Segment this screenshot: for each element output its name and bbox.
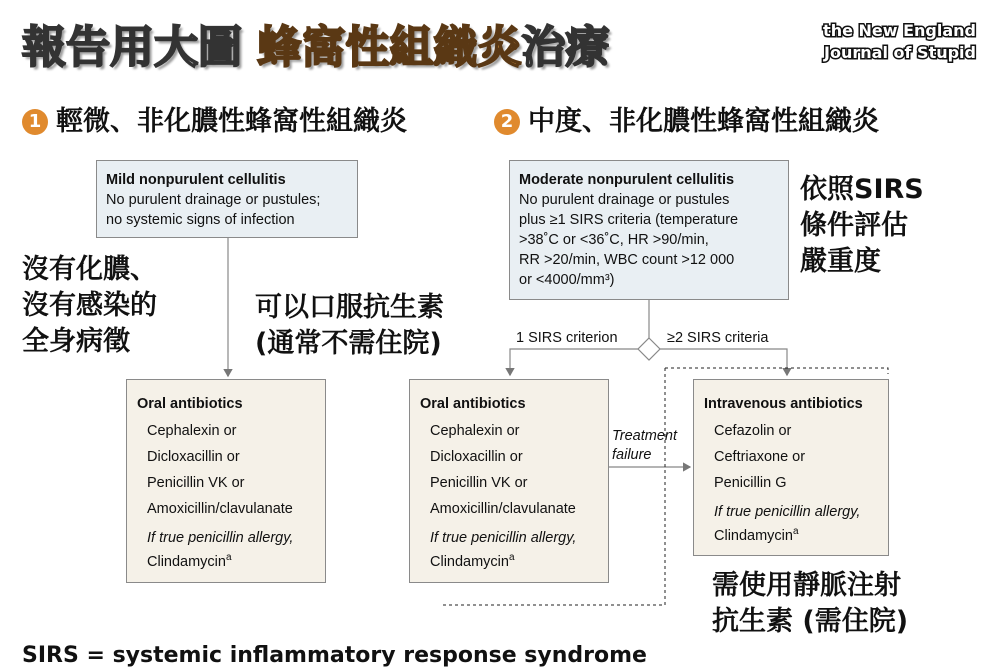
alternative-antibiotic: [704, 522, 878, 546]
annotation-line: 沒有感染的: [22, 290, 157, 321]
moderate-box-line: RR >20/min, WBC count >12 000: [519, 252, 735, 268]
moderate-box-line: No purulent drainage or pustules: [519, 192, 730, 208]
annotation-oral-ok: [255, 290, 444, 362]
title-part2: 蜂窩性組織炎: [257, 22, 522, 73]
oral-antibiotics-box-moderate: [409, 379, 609, 583]
oral-box-heading: Oral antibiotics: [420, 396, 526, 412]
antibiotic-item: Cephalexin or: [430, 423, 520, 439]
dashed-bracket-top: [665, 368, 888, 374]
annotation-line: 全身病徵: [22, 326, 130, 357]
antibiotic-item: Penicillin VK or: [147, 475, 245, 491]
alternative-name: Clindamycin: [430, 553, 509, 570]
mild-box-line: No purulent drainage or pustules;: [106, 192, 321, 208]
mild-box-line: no systemic signs of infection: [106, 212, 295, 228]
moderate-box-heading: Moderate nonpurulent cellulitis: [519, 172, 735, 188]
title-part3: 治療: [521, 22, 610, 73]
treatment-failure-label: [612, 427, 677, 465]
moderate-box-line: or <4000/mm³): [519, 272, 615, 288]
alternative-antibiotic: [137, 548, 315, 572]
title-part1: 報告用大圖: [22, 22, 242, 73]
branch-label-one-sirs: 1 SIRS criterion: [516, 330, 618, 346]
antibiotic-item: Ceftriaxone or: [714, 449, 806, 465]
iv-box-heading: Intravenous antibiotics: [704, 396, 863, 412]
oral-antibiotics-box-mild: [126, 379, 326, 583]
annotation-line: 可以口服抗生素: [255, 292, 444, 323]
arrow-to-iv: [660, 349, 787, 375]
failure-line: failure: [612, 447, 652, 463]
antibiotic-item: Penicillin VK or: [430, 475, 528, 491]
intravenous-antibiotics-box: [693, 379, 889, 556]
logo-line1: the New England: [823, 21, 976, 40]
number-badge: 2: [494, 109, 520, 135]
section-moderate-label: 中度、非化膿性蜂窩性組織炎: [528, 106, 879, 137]
annotation-line: 條件評估: [800, 210, 908, 241]
annotation-iv-need: [712, 568, 908, 640]
decision-diamond: [638, 338, 660, 360]
antibiotic-item: Amoxicillin/clavulanate: [147, 501, 293, 517]
allergy-note: If true penicillin allergy,: [430, 530, 577, 546]
alternative-antibiotic: [420, 548, 598, 572]
annotation-no-pus: [22, 252, 157, 360]
branch-label-two-sirs: ≥2 SIRS criteria: [667, 330, 769, 346]
annotation-sirs-eval: [800, 172, 924, 280]
number-badge: 1: [22, 109, 48, 135]
arrow-to-oral-moderate: [510, 349, 638, 375]
annotation-line: 需使用靜脈注射: [712, 570, 901, 601]
antibiotic-item: Penicillin G: [714, 475, 787, 491]
moderate-cellulitis-box: [509, 160, 789, 300]
annotation-line: 嚴重度: [800, 246, 881, 277]
antibiotic-item: Cefazolin or: [714, 423, 792, 439]
mild-cellulitis-box: [96, 160, 358, 238]
logo-line2: Journal of Stupid: [824, 43, 976, 62]
moderate-box-line: plus ≥1 SIRS criteria (temperature: [519, 212, 739, 228]
antibiotic-item: Amoxicillin/clavulanate: [430, 501, 576, 517]
antibiotic-item: Cephalexin or: [147, 423, 237, 439]
antibiotic-item: Dicloxacillin or: [430, 449, 523, 465]
moderate-box-line: >38˚C or <36˚C, HR >90/min,: [519, 232, 709, 248]
footnote-marker: a: [792, 526, 799, 537]
alternative-name: Clindamycin: [714, 527, 793, 544]
annotation-line: 依照SIRS: [800, 174, 924, 205]
allergy-note: If true penicillin allergy,: [714, 504, 861, 520]
section-mild-label: 輕微、非化膿性蜂窩性組織炎: [56, 106, 407, 137]
antibiotic-item: Dicloxacillin or: [147, 449, 240, 465]
allergy-note: If true penicillin allergy,: [147, 530, 294, 546]
annotation-line: 沒有化膿、: [22, 254, 157, 285]
failure-line: Treatment: [612, 428, 678, 444]
annotation-line: (通常不需住院): [255, 328, 442, 359]
annotation-line: 抗生素 (需住院): [712, 606, 909, 637]
oral-box-heading: Oral antibiotics: [137, 396, 243, 412]
alternative-name: Clindamycin: [147, 553, 226, 570]
footnote-marker: a: [225, 552, 232, 563]
mild-box-heading: Mild nonpurulent cellulitis: [106, 172, 286, 188]
footnote-marker: a: [508, 552, 515, 563]
footer-definition: SIRS = systemic inflammatory response syndrome: [22, 643, 647, 668]
